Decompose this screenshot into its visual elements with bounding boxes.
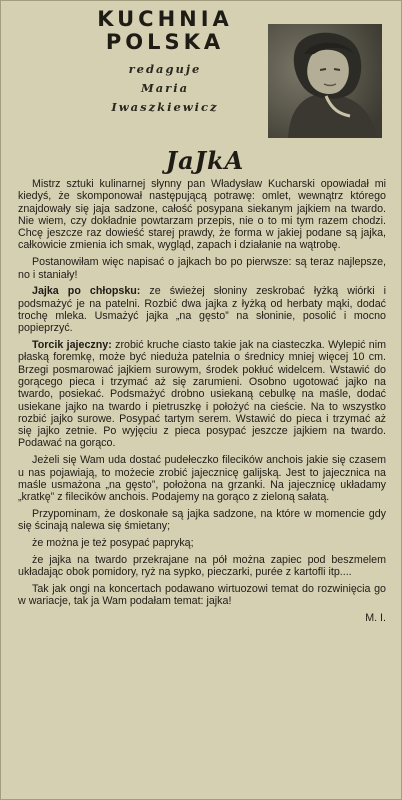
paragraph-reminder: Przypominam, że doskonałe są jajka sadzone, na które w momencie gdy się ścinają nalewa się śmietany; (18, 507, 386, 533)
recipe-egg-tart (18, 339, 386, 450)
editor-portrait-photo (268, 24, 382, 138)
recipe-text: ze świeżej słoniny zeskrobać łyżką wiórki i podsmażyć je na patelni. Rozbić dwa jajka z łyżką od herbaty mąki, dodać trochę mleka. Usmażyć jajka „na gęsto” na słoninie, posolić i mocno popieprzyć. (18, 285, 386, 335)
article-heading: JaJkA (165, 146, 245, 175)
paragraph-anchovy: Jeżeli się Wam uda dostać pudełeczko filecików anchois jakie się czasem u nas pojawiają, to możecie zrobić jajecznicę galijską. Jest to jajecznica na maśle usmażona „na gęsto”, położona na grzanki. Na jajecznicę układamy „kratkę” z filecików anchois. Podajemy na gorąco z zieloną sałatą. (18, 454, 386, 504)
paragraph-paprika: że można je też posypać papryką; (32, 537, 194, 550)
article-body (18, 178, 386, 624)
paragraph-baked: że jajka na twardo przekrajane na pół można zapiec pod beszmelem układając obok pomidory, ryż na sypko, pieczarki, purée z kartofli itp.... (18, 553, 386, 579)
column-title-line2: POLSKA (105, 30, 225, 54)
signature: M. I. (365, 612, 386, 624)
paragraph-decision: Postanowiłam więc napisać o jajkach bo po pierwsze: są teraz najlepsze, no i staniały! (18, 256, 386, 281)
recipe-title: Jajka po chłopsku: (32, 285, 141, 298)
editor-last-name: Iwaszkiewicz (111, 100, 219, 114)
recipe-peasant-eggs (18, 285, 386, 334)
column-masthead (60, 8, 270, 117)
recipe-text: zrobić kruche ciasto takie jak na ciasteczka. Wylepić nim płaską foremkę, może być nieduża patelnia o średnicy mniej więcej 10 cm. Brzegi posmarować jajkiem surowym, środek pokłuć widelcem. Wstawić do gorącego pieca i trzymać aż się zarumieni. Osobno ugotować jajko na twardo, posiekać. Podsmażyć drobno usiekaną cebulkę na maśle, dodać usiekane jajko na twardo i pietruszkę i położyć na cieście. Na to wszystko rozbić jajko surowe. Posypać tartym serem. Wstawić do pieca i trzymać aż się jajko zetnie. Po wyjęciu z pieca posypać jeszcze jajkiem na twardo. Podawać na gorąco. (18, 339, 386, 450)
recipe-title: Torcik jajeczny: (32, 339, 112, 352)
editor-first-name: Maria (140, 81, 190, 95)
column-header (0, 0, 402, 145)
paragraph-closing: Tak jak ongi na koncertach podawano wirtuozowi temat do rozwinięcia go w wariacje, tak ja Wam podałam temat: jajka! (18, 582, 386, 608)
portrait-image (268, 24, 382, 138)
paragraph-intro: Mistrz sztuki kulinarnej słynny pan Władysław Kucharski opowiadał mi kiedyś, że skomponował następującą potrawę: omlet, wewnątrz którego znajdowały się jaja sadzone, całość posypana siekanym jajkiem na twardo. Nie wiem, czy dokładnie powtarzam przepis, nie o to mi tym razem chodzi. Chcę jeszcze raz dowieść starej prawdy, że forma w jakiej podane są jajka, całkowicie zmienia ich smak, wygląd, zapach i działanie na wątrobę. (18, 178, 386, 252)
column-title-line1: KUCHNIA (97, 7, 233, 31)
editor-label: redaguje (128, 62, 202, 76)
